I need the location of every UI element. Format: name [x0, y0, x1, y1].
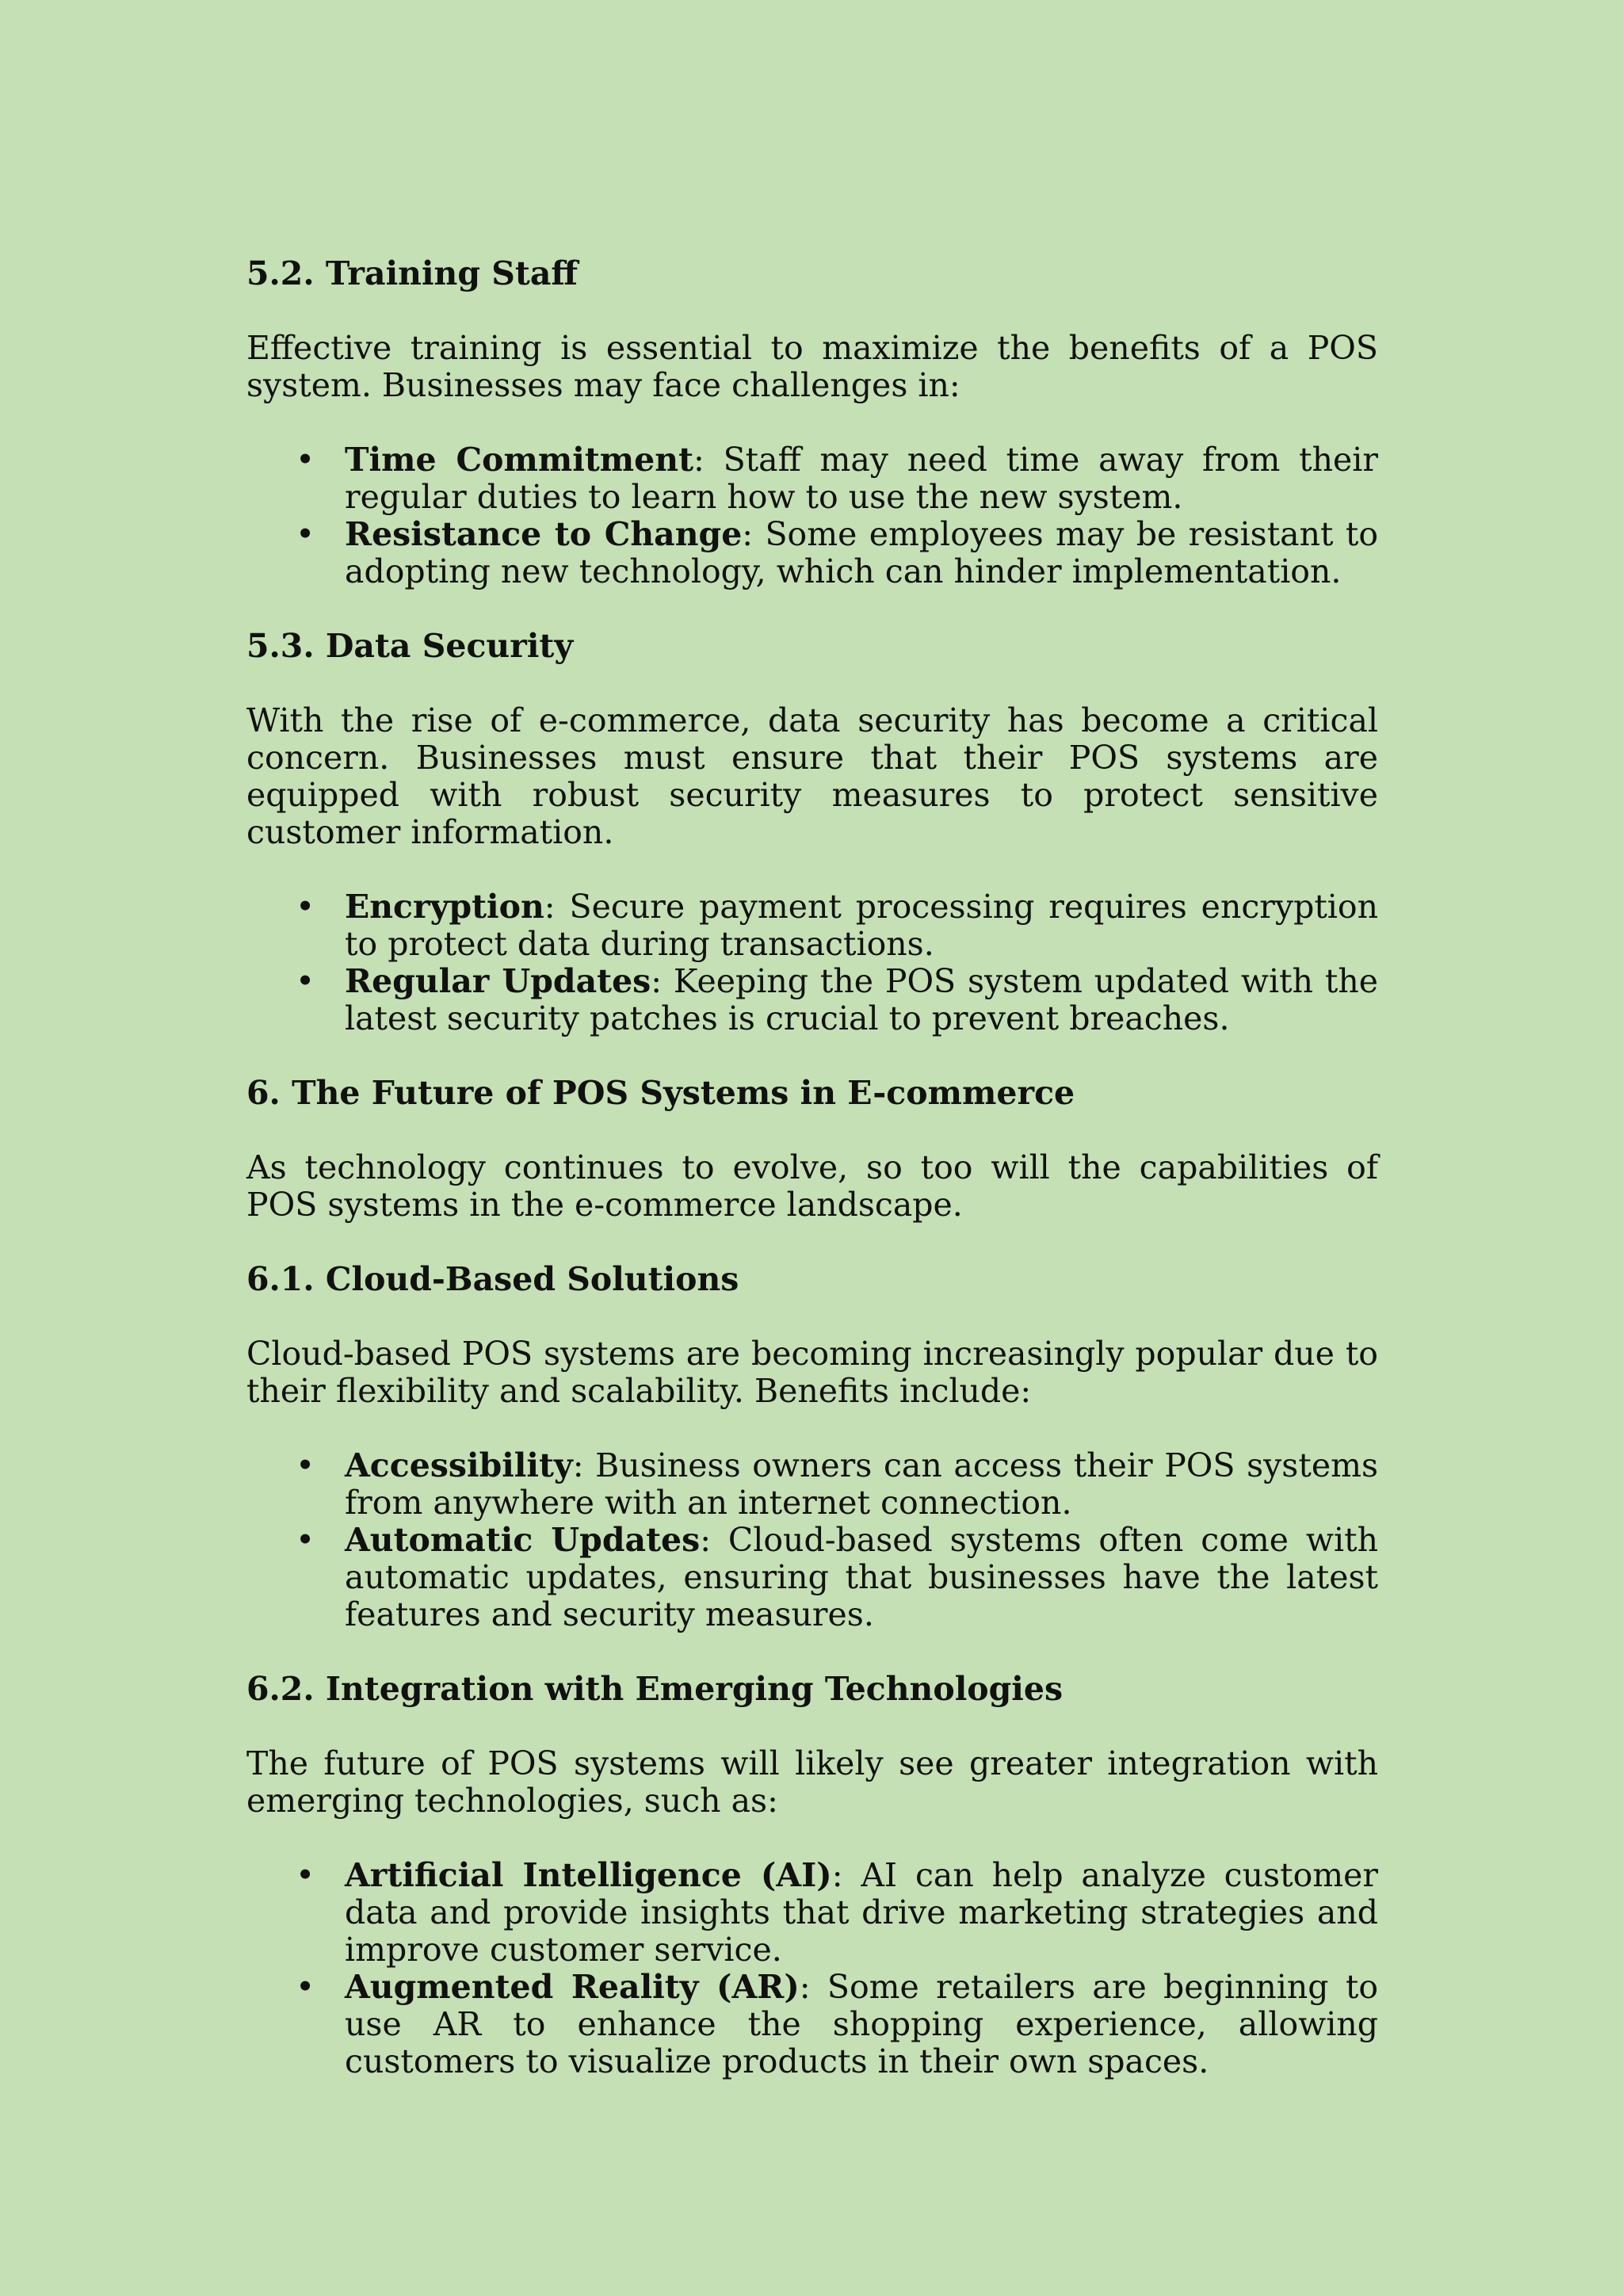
bullet-icon: •	[296, 962, 315, 1000]
section-heading-emerging-tech: 6.2. Integration with Emerging Technologies	[246, 1670, 1064, 1708]
list-item	[246, 963, 1378, 1037]
bullet-list-data-security	[246, 888, 1378, 1037]
document-page	[246, 255, 1378, 2118]
list-item	[246, 1447, 1378, 1522]
list-item-text: : Keeping the POS system updated with the latest security patches is crucial to prevent breaches.	[345, 962, 1378, 1037]
section-heading-training-staff: 5.2. Training Staff	[246, 254, 579, 292]
section-heading-future-of-pos: 6. The Future of POS Systems in E-commerce	[246, 1074, 1075, 1112]
list-item-text: : Staff may need time away from their regular duties to learn how to use the new system.	[345, 441, 1378, 516]
section-heading-data-security: 5.3. Data Security	[246, 627, 574, 665]
section-intro-future-of-pos: As technology continues to evolve, so too will the capabilities of POS systems in the e-commerce landscape.	[246, 1148, 1378, 1224]
list-item-term: Regular Updates	[345, 962, 651, 1000]
list-item	[246, 1969, 1378, 2080]
section-intro-cloud-based: Cloud-based POS systems are becoming increasingly popular due to their flexibility and scalability. Benefits include:	[246, 1335, 1378, 1410]
list-item-term: Time Commitment	[345, 441, 694, 479]
bullet-icon: •	[296, 1856, 315, 1894]
bullet-icon: •	[296, 888, 315, 926]
bullet-icon: •	[296, 1446, 315, 1484]
list-item-term: Resistance to Change	[345, 515, 743, 553]
list-item-term: Artificial Intelligence (AI)	[345, 1856, 832, 1894]
bullet-icon: •	[296, 1521, 315, 1559]
section-intro-emerging-tech: The future of POS systems will likely see greater integration with emerging technologies, such as:	[246, 1744, 1378, 1820]
list-item-term: Accessibility	[345, 1446, 573, 1484]
list-item	[246, 441, 1378, 516]
list-item-term: Augmented Reality (AR)	[345, 1968, 800, 2006]
list-item-text: : Secure payment processing requires encryption to protect data during transactions.	[345, 888, 1378, 963]
list-item-text: : Some retailers are beginning to use AR to enhance the shopping experience, allowing customers to visualize products in their own spaces.	[345, 1968, 1379, 2080]
list-item-term: Automatic Updates	[345, 1521, 701, 1559]
bullet-icon: •	[296, 441, 315, 479]
list-item-term: Encryption	[345, 888, 544, 926]
section-intro-data-security: With the rise of e-commerce, data security has become a critical concern. Businesses must ensure that their POS systems are equipped with robust security measures to protect sensitive customer information.	[246, 701, 1378, 851]
list-item	[246, 516, 1378, 590]
bullet-list-training-staff	[246, 441, 1378, 590]
section-intro-training-staff: Effective training is essential to maximize the benefits of a POS system. Businesses may face challenges in:	[246, 329, 1378, 404]
bullet-list-cloud-based	[246, 1447, 1378, 1633]
bullet-icon: •	[296, 1968, 315, 2006]
list-item-text: : Business owners can access their POS systems from anywhere with an internet connection.	[345, 1446, 1378, 1522]
list-item	[246, 888, 1378, 963]
bullet-list-emerging-tech	[246, 1857, 1378, 2080]
bullet-icon: •	[296, 515, 315, 553]
section-heading-cloud-based: 6.1. Cloud-Based Solutions	[246, 1260, 739, 1298]
list-item-text: : AI can help analyze customer data and provide insights that drive marketing strategies and improve customer service.	[345, 1856, 1378, 1969]
list-item	[246, 1522, 1378, 1633]
list-item	[246, 1857, 1378, 1969]
list-item-text: : Cloud-based systems often come with automatic updates, ensuring that businesses have the latest features and security measures.	[345, 1521, 1379, 1633]
list-item-text: : Some employees may be resistant to adopting new technology, which can hinder implementation.	[345, 515, 1378, 590]
